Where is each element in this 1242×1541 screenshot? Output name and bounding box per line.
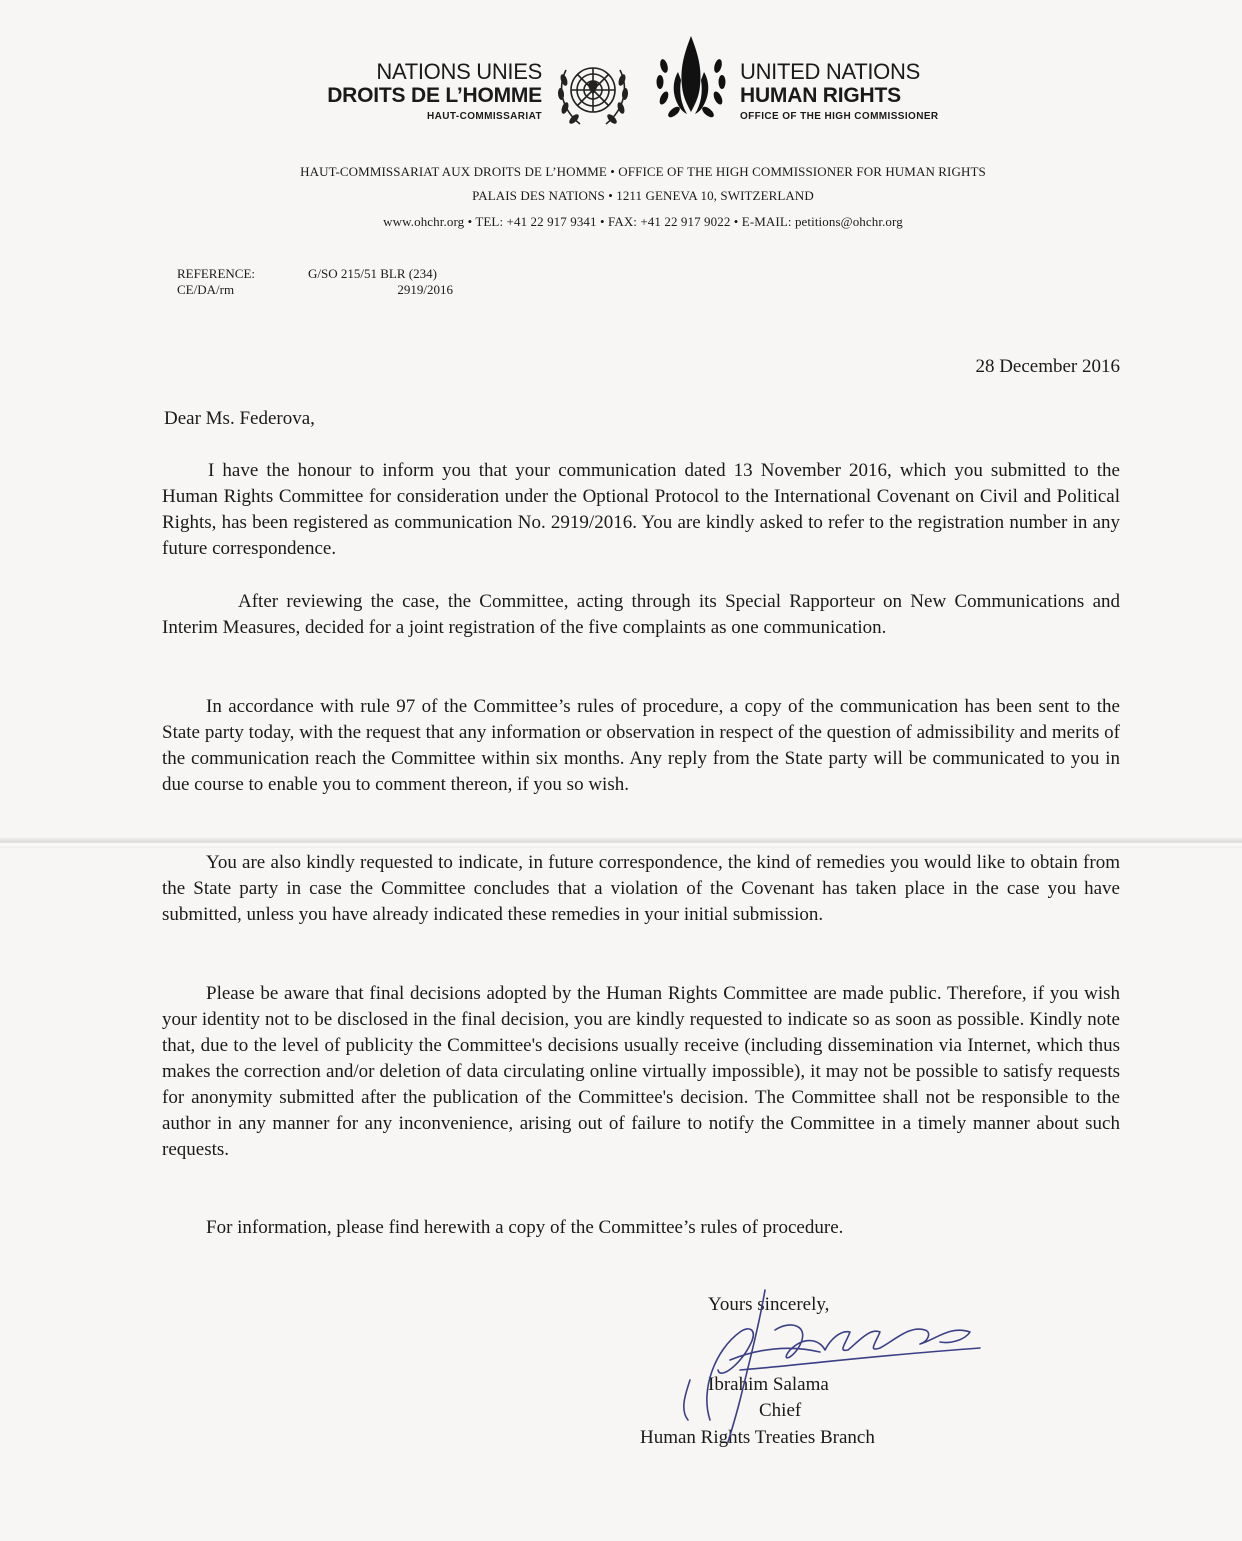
- paragraph-publicity: Please be aware that final decisions adopted by the Human Rights Committee are made public. Therefore, if you wish your identity not to be disclosed in the final decision, you are kindly requested to indicate so as soon as possible. Kindly note that, due to the level of publicity the Committee's decisions usually receive (including dissemination via Internet, which thus makes the correction and/or deletion of data circulating online virtually impossible), it may not be possible to satisfy requests for anonymity submitted after the publication of the Committee's decision. The Committee shall not be responsible to the author in any manner for any inconvenience, arising out of failure to notify the Committee in a timely manner about such requests.: [162, 983, 1120, 1160]
- letterhead-english: [740, 60, 1040, 124]
- address-line-contact: www.ohchr.org • TEL: +41 22 917 9341 • FAX: +41 22 917 9022 • E-MAIL: petitions@ohchr.org: [383, 214, 903, 229]
- signatory-unit: Human Rights Treaties Branch: [640, 1427, 875, 1448]
- letterhead-fr-line3: HAUT-COMMISSARIAT: [427, 111, 542, 122]
- paragraph-remedies: You are also kindly requested to indicate, in future correspondence, the kind of remedies you would like to obtain from the State party in case the Committee concludes that a violation of the Covenant has taken place in the case you have submitted, unless you have already indicated these remedies in your initial submission.: [162, 852, 1120, 925]
- human-rights-flame-icon: [648, 32, 734, 130]
- paragraph-state-party: In accordance with rule 97 of the Committee’s rules of procedure, a copy of the communication has been sent to the State party today, with the request that any information or observation in respect of the question of admissibility and merits of the communication reach the Committee within six months. Any reply from the State party will be communicated to you in due course to enable you to comment thereon, if you so wish.: [162, 696, 1120, 795]
- signatory-title: Chief: [759, 1400, 802, 1421]
- address-line-postal: PALAIS DES NATIONS • 1211 GENEVA 10, SWITZERLAND: [472, 188, 814, 203]
- paragraph-registration: I have the honour to inform you that your communication dated 13 November 2016, which you submitted to the Human Rights Committee for consideration under the Optional Protocol to the International Covenant on Civil and Political Rights, has been registered as communication No. 2919/2016. You are kindly asked to refer to the registration number in any future correspondence.: [162, 460, 1120, 559]
- letterhead-fr-line2: DROITS DE L’HOMME: [327, 84, 542, 107]
- reference-label: REFERENCE:: [177, 266, 256, 281]
- paragraph-joint-registration: After reviewing the case, the Committee, acting through its Special Rapporteur on New Communications and Interim Measures, decided for a joint registration of the five complaints as one communication.: [162, 591, 1120, 638]
- letterhead-french: [300, 60, 542, 124]
- valediction: Yours sincerely,: [708, 1294, 830, 1315]
- letterhead-fr-line1: NATIONS UNIES: [376, 59, 542, 84]
- signatory-name: Ibrahim Salama: [708, 1374, 829, 1395]
- reference-code: G/SO 215/51 BLR (234): [308, 266, 437, 281]
- letterhead-en-line2: HUMAN RIGHTS: [740, 84, 901, 107]
- un-emblem-icon: [552, 58, 634, 130]
- handwritten-signature: [670, 1270, 990, 1450]
- paragraph-information: For information, please find herewith a copy of the Committee’s rules of procedure.: [206, 1217, 844, 1238]
- reference-number: 2919/2016: [397, 282, 453, 297]
- paper-fold-line: [0, 838, 1242, 848]
- salutation: Dear Ms. Federova,: [164, 408, 315, 429]
- reference-block-labels: [177, 266, 255, 298]
- letterhead-en-line1: UNITED NATIONS: [740, 59, 920, 84]
- letterhead-en-line3: OFFICE OF THE HIGH COMMISSIONER: [740, 111, 939, 122]
- reference-initials: CE/DA/rm: [177, 282, 235, 297]
- address-line-office: HAUT-COMMISSARIAT AUX DROITS DE L’HOMME • OFFICE OF THE HIGH COMMISSIONER FOR HUMAN RIGHTS: [300, 164, 986, 179]
- letter-date: 28 December 2016: [975, 356, 1120, 377]
